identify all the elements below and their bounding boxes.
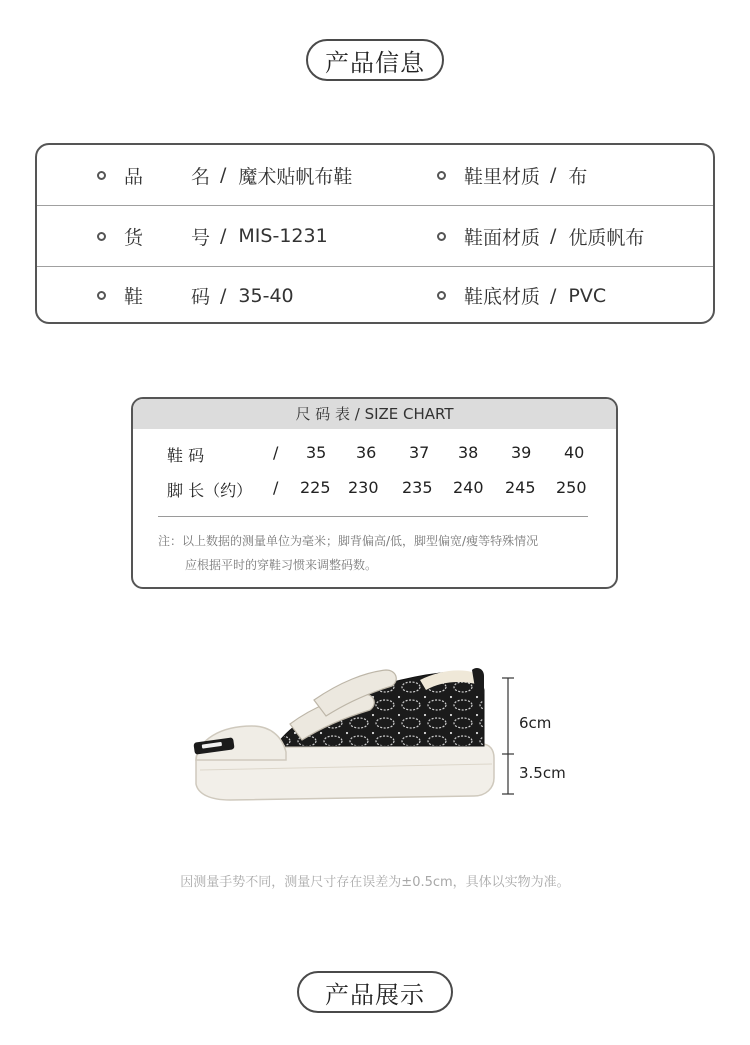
info-key: 货 号 — [124, 226, 210, 249]
size-chart-title: 尺 码 表 / SIZE CHART — [133, 399, 616, 429]
info-cell-sole — [437, 267, 606, 324]
info-row — [37, 145, 713, 206]
info-cell-size — [97, 267, 294, 324]
info-separator: / — [220, 284, 227, 307]
size-cell: 37 — [409, 443, 430, 462]
length-cell: 230 — [348, 478, 379, 497]
size-row-shoe-size — [133, 439, 616, 469]
bullet-icon — [97, 171, 106, 180]
size-row-separator: / — [273, 478, 279, 497]
length-cell: 240 — [453, 478, 484, 497]
section-title-product-info: 产品信息 — [306, 39, 444, 81]
info-row — [37, 206, 713, 267]
measurement-footnote: 因测量手势不同，测量尺寸存在误差为±0.5cm，具体以实物为准。 — [180, 875, 570, 890]
size-cell: 40 — [564, 443, 585, 462]
size-chart — [131, 397, 618, 589]
info-key: 鞋面材质 — [464, 226, 541, 249]
size-note-line: 应根据平时的穿鞋习惯来调整码数。 — [185, 558, 378, 572]
info-key: 鞋底材质 — [464, 286, 541, 308]
size-cell: 36 — [356, 443, 377, 462]
info-cell-lining — [437, 145, 587, 205]
length-cell: 235 — [402, 478, 433, 497]
shoe-image — [190, 660, 520, 810]
info-key: 品 名 — [124, 165, 210, 188]
size-row-label: 脚 长（约） — [167, 481, 253, 500]
size-chart-note — [158, 529, 598, 577]
info-separator: / — [550, 164, 557, 186]
section-title-product-display: 产品展示 — [297, 971, 453, 1013]
info-separator: / — [220, 225, 227, 247]
size-cell: 39 — [511, 443, 532, 462]
product-info-table — [35, 143, 715, 324]
info-value: MIS-1231 — [238, 225, 328, 247]
length-cell: 245 — [505, 478, 536, 497]
info-cell-upper — [437, 206, 644, 266]
size-note-line: 注：以上数据的测量单位为毫米；脚背偏高/低，脚型偏宽/瘦等特殊情况 — [158, 534, 539, 548]
info-value: 魔术贴帆布鞋 — [238, 165, 353, 188]
info-separator: / — [550, 284, 557, 307]
info-key: 鞋 码 — [124, 286, 210, 308]
size-cell: 38 — [458, 443, 479, 462]
info-value: 优质帆布 — [568, 226, 645, 249]
bullet-icon — [97, 291, 106, 300]
length-cell: 225 — [300, 478, 331, 497]
info-separator: / — [220, 164, 227, 186]
upper-height-label: 6cm — [519, 714, 552, 732]
size-cell: 35 — [306, 443, 327, 462]
bullet-icon — [437, 171, 446, 180]
bullet-icon — [97, 232, 106, 241]
bullet-icon — [437, 291, 446, 300]
info-value: 布 — [568, 165, 588, 188]
info-value: PVC — [568, 284, 607, 307]
size-row-foot-length — [133, 474, 616, 504]
size-chart-divider — [158, 516, 588, 517]
info-row — [37, 267, 713, 324]
size-row-separator: / — [273, 443, 279, 462]
info-value: 35-40 — [238, 284, 294, 307]
info-separator: / — [550, 225, 557, 247]
sole-height-label: 3.5cm — [519, 764, 566, 782]
bullet-icon — [437, 232, 446, 241]
info-cell-item-no — [97, 206, 328, 266]
info-cell-name — [97, 145, 352, 205]
info-key: 鞋里材质 — [464, 165, 541, 188]
size-row-label: 鞋 码 — [167, 446, 205, 465]
sneaker-illustration — [190, 660, 520, 810]
length-cell: 250 — [556, 478, 587, 497]
